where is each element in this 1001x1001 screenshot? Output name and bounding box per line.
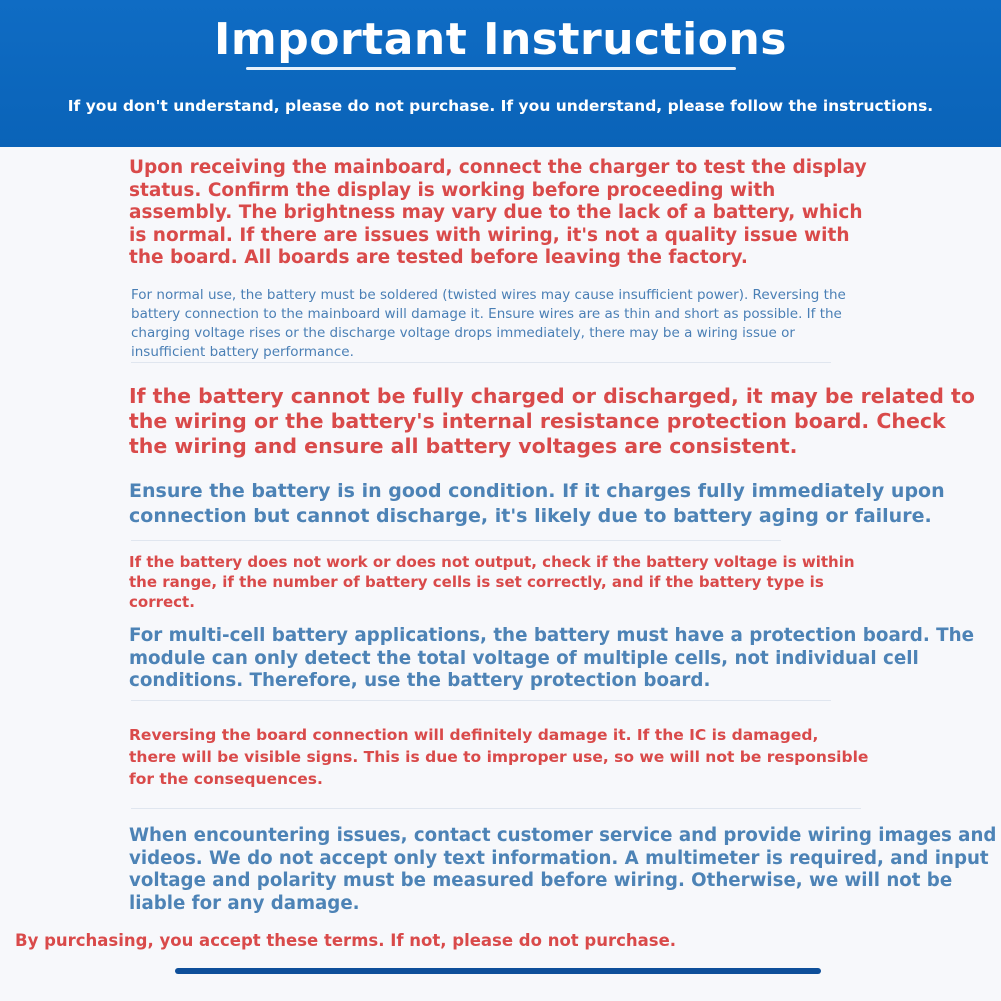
divider (131, 808, 861, 809)
divider (131, 540, 781, 541)
instruction-solder-battery: For normal use, the battery must be soldered (twisted wires may cause insufficient power). Reversing the battery connection to the mainboard will damage it. Ensure wires are as thin and short as possible. If the charging voltage rises or the discharge voltage drops immediately, there may be a wiring issue or insufficient battery performance. (131, 287, 846, 360)
header-banner (0, 0, 1001, 147)
instruction-no-output: If the battery does not work or does not output, check if the battery voltage is within the range, if the number of battery cells is set correctly, and if the battery type is correct. (129, 553, 855, 611)
instruction-battery-condition: Ensure the battery is in good condition. If it charges fully immediately upon connection but cannot discharge, it's likely due to battery aging or failure. (129, 480, 945, 527)
title-underline (246, 67, 736, 70)
bottom-rule (175, 968, 821, 974)
instruction-reverse-connection: Reversing the board connection will definitely damage it. If the IC is damaged, there will be visible signs. This is due to improper use, so we will not be responsible for the consequences. (129, 726, 869, 788)
instruction-test-display: Upon receiving the mainboard, connect the charger to test the display status. Confirm the display is working before proceeding with assembly. The brightness may vary due to the lack of a battery, which is normal. If there are issues with wiring, it's not a quality issue with the board. All boards are tested before leaving the factory. (129, 157, 867, 269)
terms-acceptance: By purchasing, you accept these terms. If not, please do not purchase. (15, 931, 677, 950)
divider (131, 362, 831, 363)
instruction-multi-cell: For multi-cell battery applications, the battery must have a protection board. The module can only detect the total voltage of multiple cells, not individual cell conditions. Therefore, use the battery protection board. (129, 625, 975, 692)
instruction-contact-support: When encountering issues, contact customer service and provide wiring images and videos. We do not accept only text information. A multimeter is required, and input voltage and polarity must be measured before wiring. Otherwise, we will not be liable for any damage. (129, 825, 997, 914)
header-subtitle: If you don't understand, please do not purchase. If you understand, please follow the instructions. (67, 97, 934, 115)
page-title: Important Instructions (214, 14, 787, 65)
instruction-charge-discharge: If the battery cannot be fully charged or discharged, it may be related to the wiring or the battery's internal resistance protection board. Check the wiring and ensure all battery voltages are consistent. (129, 384, 975, 458)
divider (131, 700, 831, 701)
